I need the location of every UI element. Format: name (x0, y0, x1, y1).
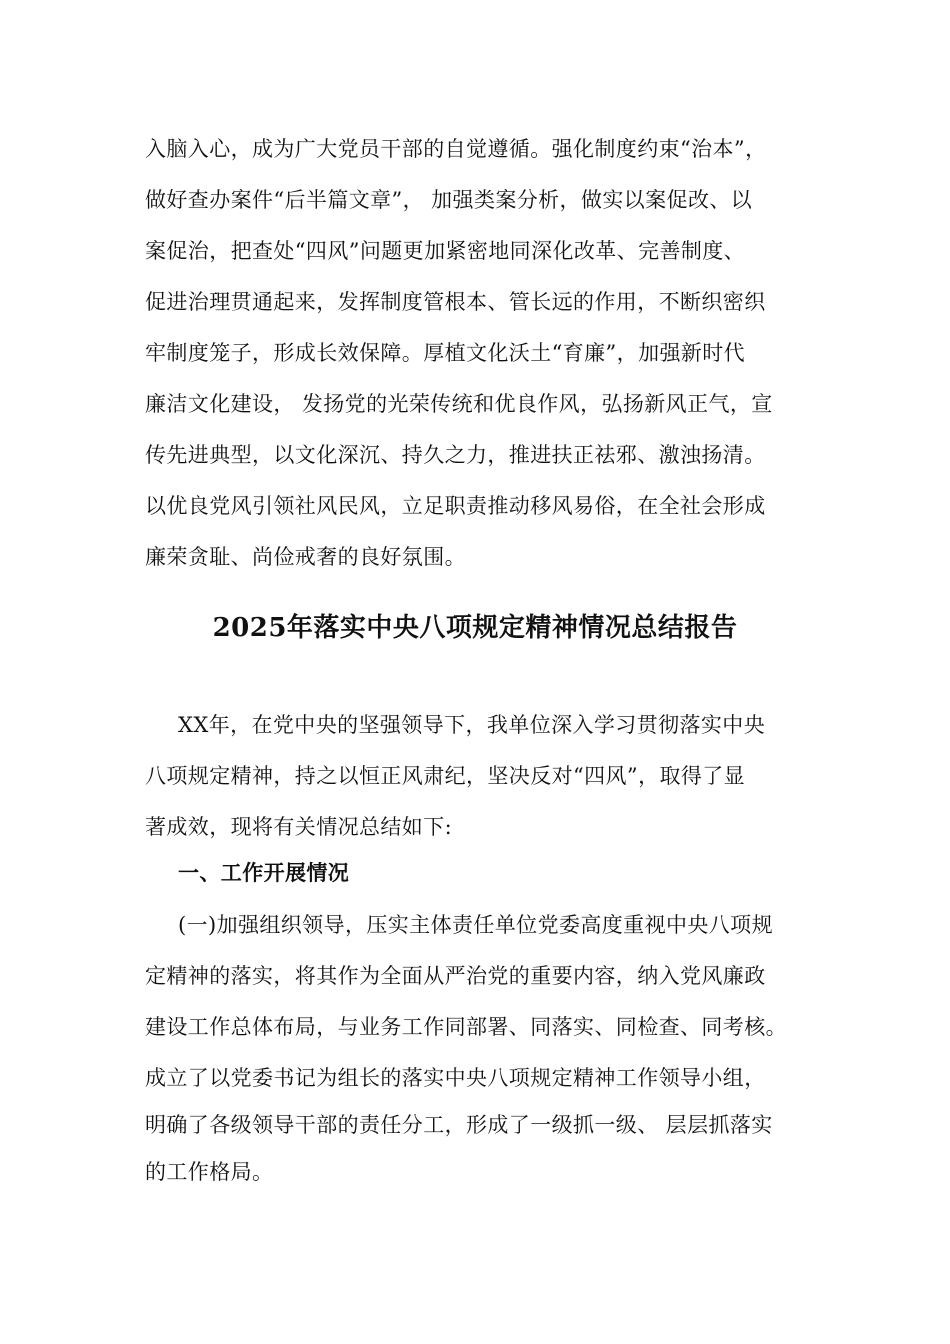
paragraph-line: 廉洁文化建设， 发扬党的光荣传统和优良作风，弘扬新风正气，宣 (145, 392, 773, 416)
paragraph-line: 定精神的落实，将其作为全面从严治党的重要内容，纳入党风廉政 (145, 964, 766, 988)
paragraph-line: 以优良党风引领社风民风，立足职责推动移风易俗，在全社会形成 (145, 494, 766, 518)
paragraph-line: 促进治理贯通起来，发挥制度管根本、管长远的作用，不断织密织 (145, 290, 766, 314)
paragraph-line: 案促治，把查处“四风”问题更加紧密地同深化改革、完善制度、 (145, 239, 746, 263)
paragraph-line: 明确了各级领导干部的责任分工，形成了一级抓一级、 层层抓落实 (145, 1113, 773, 1137)
paragraph-line: 传先进典型，以文化深沉、持久之力，推进扶正祛邪、激浊扬清。 (145, 443, 766, 467)
section-heading: 一、工作开展情况 (178, 860, 350, 885)
paragraph-line: (一)加强组织领导，压实主体责任单位党委高度重视中央八项规 (178, 913, 773, 937)
paragraph-line: 成立了以党委书记为组长的落实中央八项规定精神工作领导小组， (145, 1066, 766, 1090)
paragraph-line: 著成效，现将有关情况总结如下: (145, 815, 453, 839)
paragraph-line: 建设工作总体布局，与业务工作同部署、同落实、同检查、同考核。 (145, 1015, 787, 1039)
paragraph-line: 牢制度笼子，形成长效保障。厚植文化沃土“育廉”，加强新时代 (145, 341, 746, 365)
paragraph-line: 的工作格局。 (145, 1160, 274, 1184)
paragraph-line: XX年，在党中央的坚强领导下，我单位深入学习贯彻落实中央 (178, 713, 766, 737)
report-title: 2025年落实中央八项规定精神情况总结报告 (212, 613, 738, 643)
paragraph-line: 做好查办案件“后半篇文章”， 加强类案分析，做实以案促改、以 (145, 188, 753, 212)
paragraph-line: 廉荣贪耻、尚俭戒奢的良好氛围。 (145, 545, 466, 569)
paragraph-line: 八项规定精神，持之以恒正风肃纪，坚决反对“四风”，取得了显 (145, 764, 746, 788)
paragraph-line: 入脑入心，成为广大党员干部的自觉遵循。强化制度约束“治本”， (145, 137, 767, 161)
